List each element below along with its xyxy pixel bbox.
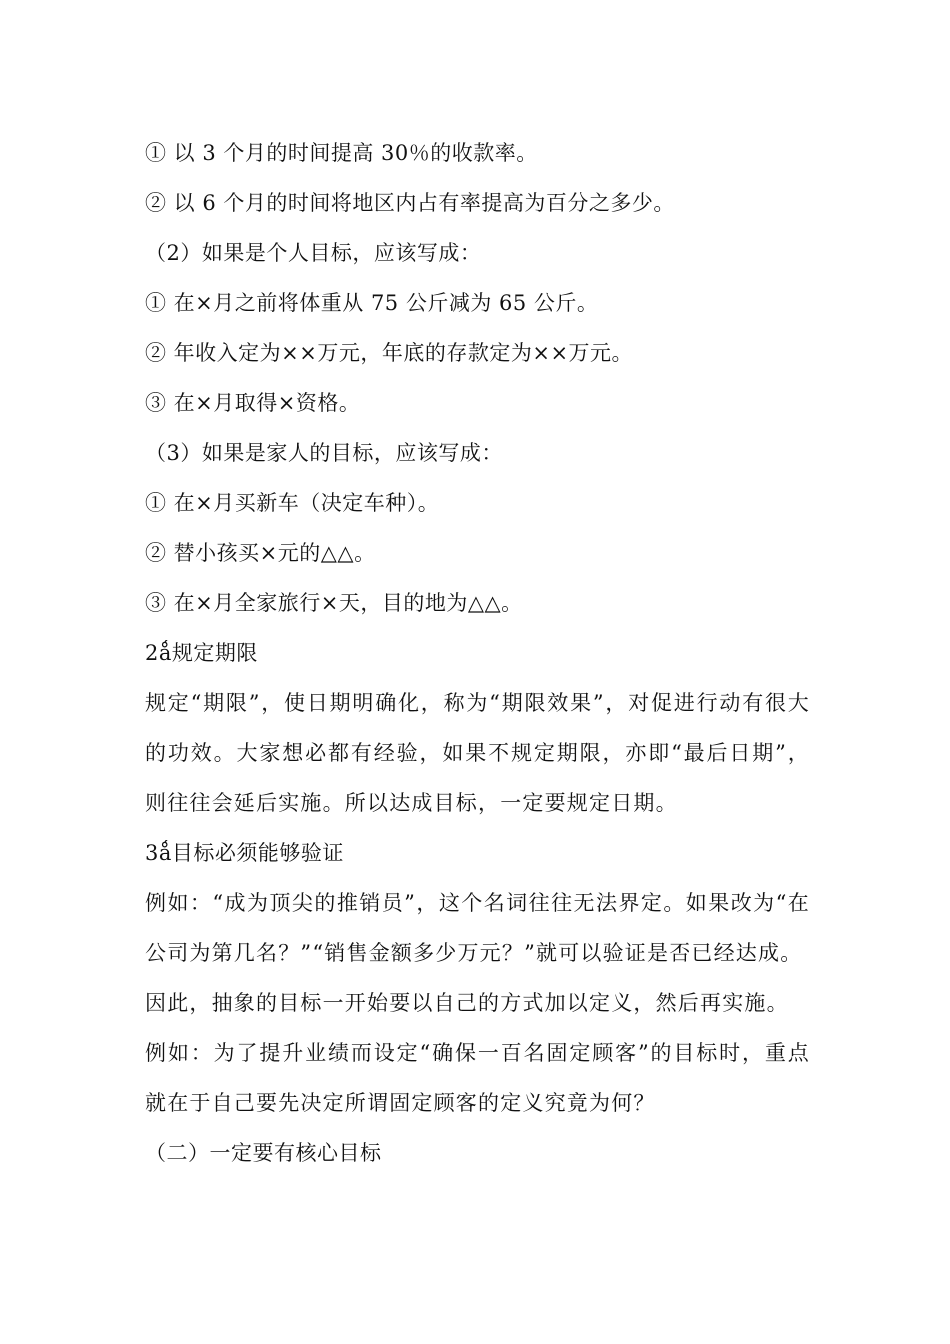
list-item: ③ 在×月取得×资格。 [145, 391, 361, 415]
list-item: ② 替小孩买×元的△△。 [145, 541, 376, 565]
list-item: ② 以 6 个月的时间将地区内占有率提高为百分之多少。 [145, 191, 675, 215]
paragraph: 例如：为了提升业绩而设定“确保一百名固定顾客”的目标时，重点就在于自己要先决定所谓固定顾客的定义究竟为何？ [145, 1041, 810, 1115]
document-body [145, 128, 810, 1178]
section-heading: 3ǻ目标必须能够验证 [145, 841, 344, 865]
subheading: （3）如果是家人的目标，应该写成： [145, 441, 503, 465]
list-item: ① 以 3 个月的时间提高 30％的收款率。 [145, 141, 538, 165]
list-item: ③ 在×月全家旅行×天，目的地为△△。 [145, 591, 523, 615]
section-heading: 2ǻ规定期限 [145, 641, 258, 665]
list-item: ① 在×月之前将体重从 75 公斤减为 65 公斤。 [145, 291, 599, 315]
list-item: ① 在×月买新车（决定车种）。 [145, 491, 440, 515]
paragraph: 例如：“成为顶尖的推销员”，这个名词往往无法界定。如果改为“在公司为第几名？”“销售金额多少万元？”就可以验证是否已经达成。 [145, 891, 810, 965]
paragraph: 规定“期限”，使日期明确化，称为“期限效果”，对促进行动有很大的功效。大家想必都有经验，如果不规定期限，亦即“最后日期”，则往往会延后实施。所以达成目标，一定要规定日期。 [145, 691, 810, 815]
list-item: ② 年收入定为××万元，年底的存款定为××万元。 [145, 341, 634, 365]
paragraph: 因此，抽象的目标一开始要以自己的方式加以定义，然后再实施。 [145, 991, 789, 1015]
section-heading: （二）一定要有核心目标 [145, 1141, 382, 1165]
subheading: （2）如果是个人目标，应该写成： [145, 241, 482, 265]
